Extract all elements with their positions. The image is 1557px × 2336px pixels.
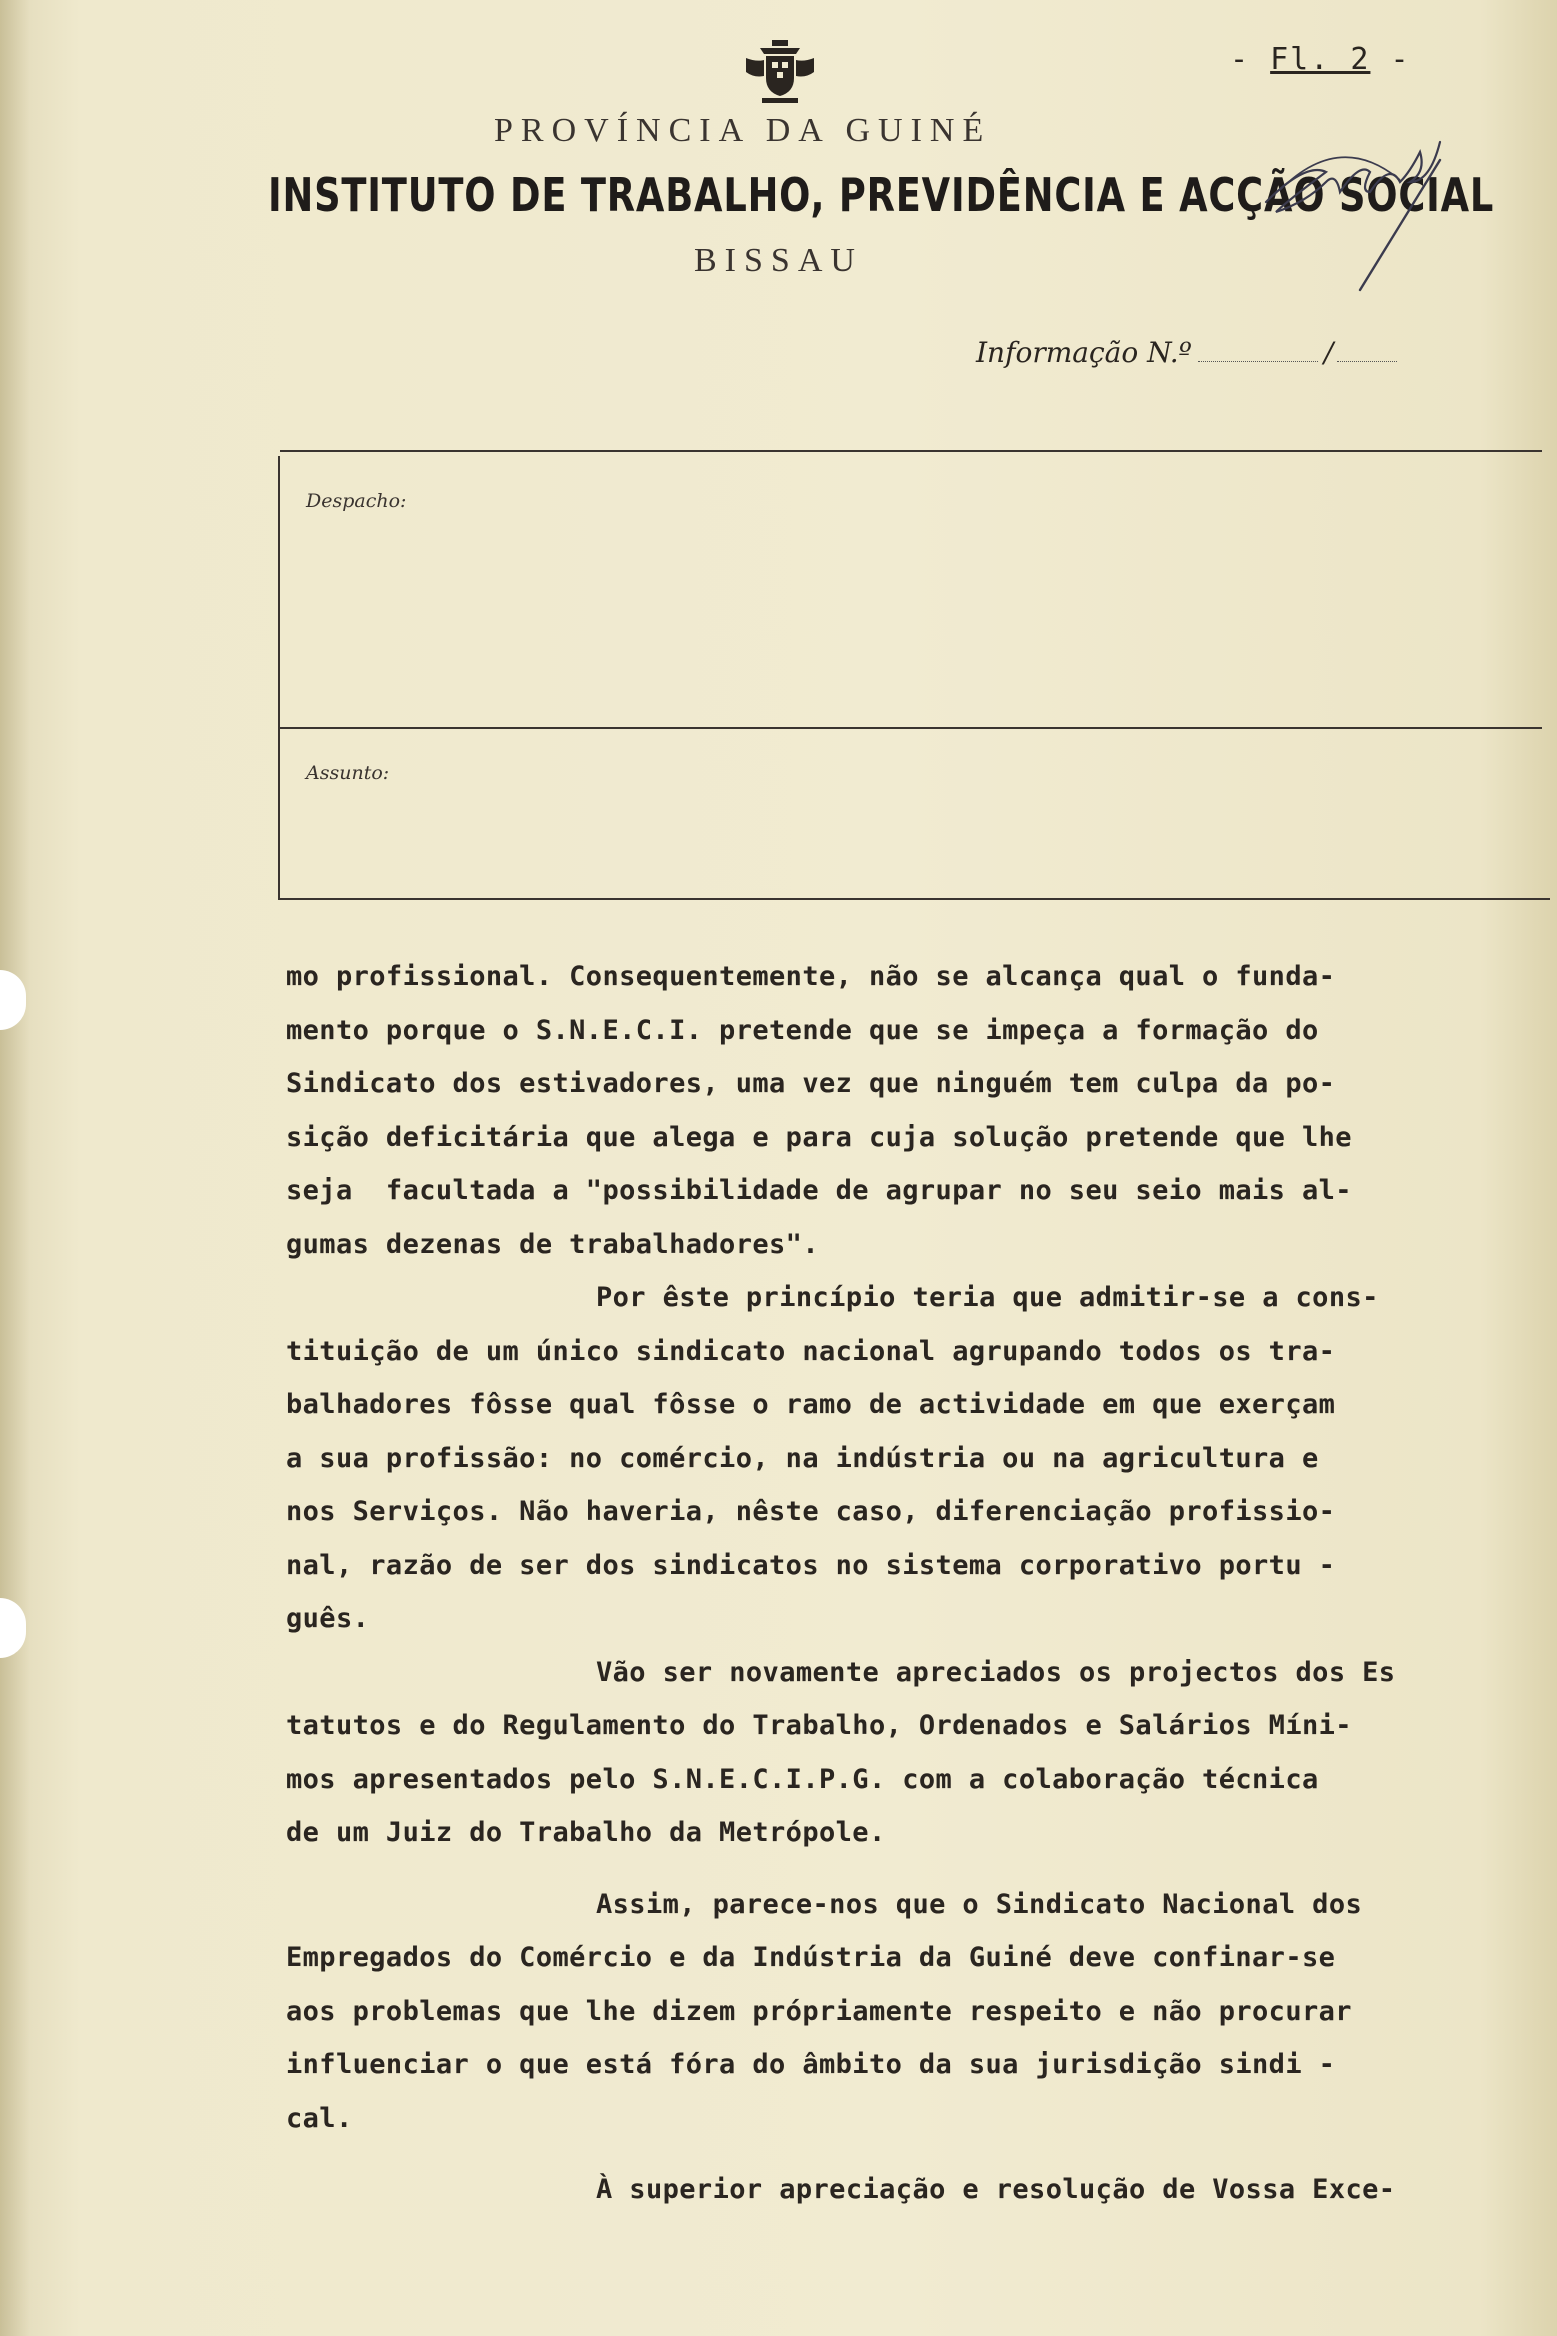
box-left-rule [278,456,280,900]
coat-of-arms-emblem [740,38,820,110]
punch-hole [0,970,26,1030]
text-line: seja facultada a "possibilidade de agrupar no seu seio mais al- [286,1175,1352,1206]
text-line: Sindicato dos estivadores, uma vez que ninguém tem culpa da po- [286,1068,1336,1099]
text-line: Vão ser novamente apreciados os projectos dos Es [596,1656,1396,1688]
text-line: cal. [286,2102,353,2134]
text-line: de um Juiz do Trabalho da Metrópole. [286,1817,886,1848]
province-heading: PROVÍNCIA DA GUINÉ [494,112,992,149]
text-line: sição deficitária que alega e para cuja solução pretende que lhe [286,1121,1352,1153]
text-line: gumas dezenas de trabalhadores". [286,1228,819,1260]
text-line: Empregados do Comércio e da Indústria da Guiné deve confinar-se [286,1942,1336,1973]
text-line: influenciar o que está fóra do âmbito da sua jurisdição sindi - [286,2049,1336,2080]
despacho-label: Despacho: [306,490,407,512]
info-label: Informação N.º [976,336,1192,369]
text-line: aos problemas que lhe dizem própriamente respeito e não procurar [286,1995,1352,2027]
box-top-rule [280,450,1542,452]
handwritten-signature [1260,110,1490,300]
box-bottom-rule [280,898,1550,900]
text-line: Por êste princípio teria que admitir-se a cons- [596,1282,1379,1313]
information-number-field [976,336,1397,369]
text-line: tituição de um único sindicato nacional agrupando todos os tra- [286,1335,1336,1367]
city-heading: BISSAU [694,242,863,279]
text-line: Assim, parece-nos que o Sindicato Nacional dos [596,1888,1363,1920]
punch-hole [0,1598,26,1658]
institute-heading: INSTITUTO DE TRABALHO, PREVIDÊNCIA E ACÇÃO SOCIAL [268,168,1495,222]
text-line: mento porque o S.N.E.C.I. pretende que se impeça a formação do [286,1014,1319,1046]
text-line: nal, razão de ser dos sindicatos no sistema corporativo portu - [286,1549,1336,1581]
text-line: mos apresentados pelo S.N.E.C.I.P.G. com a colaboração técnica [286,1763,1319,1795]
body-text [286,950,1536,2217]
text-line: À superior apreciação e resolução de Vossa Exce- [596,2174,1396,2205]
folio-number: - Fl. 2 - [1230,42,1411,77]
text-line: a sua profissão: no comércio, na indústria ou na agricultura e [286,1442,1319,1474]
assunto-label: Assunto: [306,762,390,784]
text-line: mo profissional. Consequentemente, não se alcança qual o funda- [286,961,1336,992]
text-line: balhadores fôsse qual fôsse o ramo de actividade em que exerçam [286,1389,1336,1420]
folio-value: Fl. 2 [1270,42,1371,77]
info-separator: / [1323,336,1334,369]
box-middle-rule [280,727,1542,729]
text-line: nos Serviços. Não haveria, nêste caso, diferenciação profissio- [286,1496,1336,1527]
text-line: tatutos e do Regulamento do Trabalho, Ordenados e Salários Míni- [286,1710,1352,1741]
info-number-blank [1198,361,1318,362]
text-line: guês. [286,1603,370,1634]
info-year-blank [1337,361,1397,362]
